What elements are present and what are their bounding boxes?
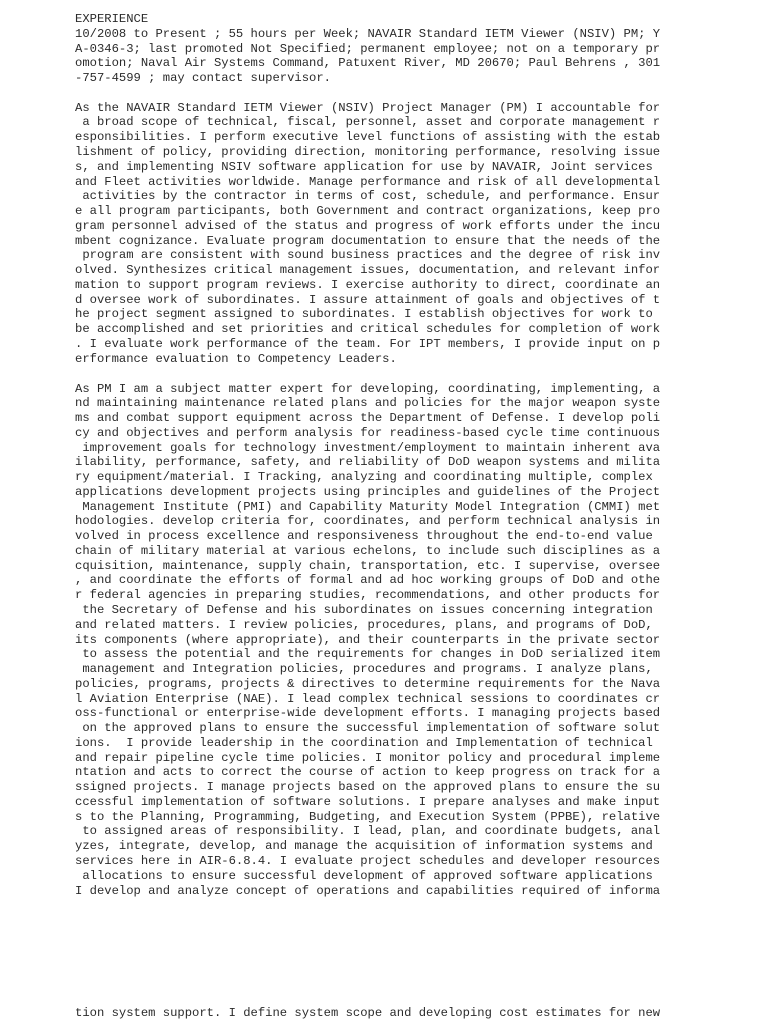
page-continuation-text [75, 1006, 660, 1021]
text-line: As the NAVAIR Standard IETM Viewer (NSIV) Project Manager (PM) I accountable for [75, 100, 661, 115]
text-line: ssigned projects. I manage projects based on the approved plans to ensure the su [75, 780, 661, 795]
text-line: to assess the potential and the requirements for changes in DoD serialized item [75, 647, 661, 662]
text-line: s, and implementing NSIV software application for use by NAVAIR, Joint services [75, 159, 661, 174]
text-line: As PM I am a subject matter expert for developing, coordinating, implementing, a [75, 381, 661, 396]
text-line: ilability, performance, safety, and reliability of DoD weapon systems and milita [75, 455, 661, 470]
text-line: erformance evaluation to Competency Leaders. [75, 351, 397, 366]
text-line: A-0346-3; last promoted Not Specified; permanent employee; not on a temporary pr [75, 41, 661, 56]
text-line: on the approved plans to ensure the successful implementation of software solut [75, 721, 661, 736]
text-line: the Secretary of Defense and his subordinates on issues concerning integration [75, 602, 661, 617]
text-line: r federal agencies in preparing studies, recommendations, and other products for [75, 588, 661, 603]
text-line: ccessful implementation of software solutions. I prepare analyses and make input [75, 794, 661, 809]
paragraph-subject-matter-expert [75, 382, 660, 899]
text-line: cquisition, maintenance, supply chain, transportation, etc. I supervise, oversee [75, 558, 661, 573]
text-line: management and Integration policies, procedures and programs. I analyze plans, [75, 662, 661, 677]
text-line: volved in process excellence and responsiveness throughout the end-to-end value [75, 529, 661, 544]
text-line: a broad scope of technical, fiscal, personnel, asset and corporate management r [75, 115, 661, 130]
text-line: Management Institute (PMI) and Capability Maturity Model Integration (CMMI) met [75, 499, 661, 514]
text-line: -757-4599 ; may contact supervisor. [75, 71, 331, 86]
text-line: chain of military material at various echelons, to include such disciplines as a [75, 543, 661, 558]
text-line: applications development projects using principles and guidelines of the Project [75, 484, 661, 499]
text-line: olved. Synthesizes critical management issues, documentation, and relevant infor [75, 263, 661, 278]
text-line: yzes, integrate, develop, and manage the acquisition of information systems and [75, 839, 661, 854]
text-line: , and coordinate the efforts of formal and ad hoc working groups of DoD and othe [75, 573, 661, 588]
text-line: ms and combat support equipment across the Department of Defense. I develop poli [75, 411, 661, 426]
paragraph-project-manager [75, 101, 660, 367]
text-line: 10/2008 to Present ; 55 hours per Week; NAVAIR Standard IETM Viewer (NSIV) PM; Y [75, 26, 661, 41]
text-line: mbent cognizance. Evaluate program documentation to ensure that the needs of the [75, 233, 661, 248]
text-line: and related matters. I review policies, procedures, plans, and programs of DoD, [75, 617, 661, 632]
text-line: I develop and analyze concept of operations and capabilities required of informa [75, 883, 661, 898]
text-line: l Aviation Enterprise (NAE). I lead complex technical sessions to coordinates cr [75, 691, 661, 706]
text-line: improvement goals for technology investment/employment to maintain inherent ava [75, 440, 661, 455]
text-line: d oversee work of subordinates. I assure attainment of goals and objectives of t [75, 292, 661, 307]
text-line: be accomplished and set priorities and critical schedules for completion of work [75, 322, 661, 337]
text-line: ions. I provide leadership in the coordination and Implementation of technical [75, 735, 661, 750]
text-line: hodologies. develop criteria for, coordinates, and perform technical analysis in [75, 514, 661, 529]
text-line: nd maintaining maintenance related plans and policies for the major weapon syste [75, 396, 661, 411]
text-line: oss-functional or enterprise-wide development efforts. I managing projects based [75, 706, 661, 721]
text-line: s to the Planning, Programming, Budgeting, and Execution System (PPBE), relative [75, 809, 661, 824]
text-line: tion system support. I define system scope and developing cost estimates for new [75, 1006, 661, 1020]
text-line: and Fleet activities worldwide. Manage performance and risk of all developmental [75, 174, 661, 189]
text-line: ry equipment/material. I Tracking, analyzing and coordinating multiple, complex [75, 470, 661, 485]
text-line: allocations to ensure successful development of approved software applications [75, 868, 653, 883]
text-line: cy and objectives and perform analysis for readiness-based cycle time continuous [75, 425, 661, 440]
text-line: its components (where appropriate), and their counterparts in the private sector [75, 632, 661, 647]
text-line: lishment of policy, providing direction, monitoring performance, resolving issue [75, 144, 661, 159]
job-summary [75, 27, 660, 86]
text-line: services here in AIR-6.8.4. I evaluate project schedules and developer resources [75, 854, 661, 868]
text-line: e all program participants, both Government and contract organizations, keep pro [75, 204, 661, 219]
text-line: and repair pipeline cycle time policies. I monitor policy and procedural impleme [75, 750, 661, 765]
text-line: ntation and acts to correct the course of action to keep progress on track for a [75, 765, 661, 780]
text-line: mation to support program reviews. I exercise authority to direct, coordinate an [75, 277, 661, 292]
text-line: . I evaluate work performance of the team. For IPT members, I provide input on p [75, 336, 661, 351]
text-line: omotion; Naval Air Systems Command, Patuxent River, MD 20670; Paul Behrens , 301 [75, 56, 661, 71]
text-line: program are consistent with sound business practices and the degree of risk inv [75, 248, 661, 263]
text-line: esponsibilities. I perform executive level functions of assisting with the estab [75, 130, 661, 145]
text-line: gram personnel advised of the status and progress of work efforts under the incu [75, 218, 661, 233]
section-heading: EXPERIENCE [75, 12, 149, 26]
text-line: activities by the contractor in terms of cost, schedule, and performance. Ensur [75, 189, 661, 204]
text-line: to assigned areas of responsibility. I lead, plan, and coordinate budgets, anal [75, 824, 661, 839]
text-line: he project segment assigned to subordinates. I establish objectives for work to [75, 307, 661, 322]
text-line: policies, programs, projects & directives to determine requirements for the Nava [75, 676, 661, 691]
